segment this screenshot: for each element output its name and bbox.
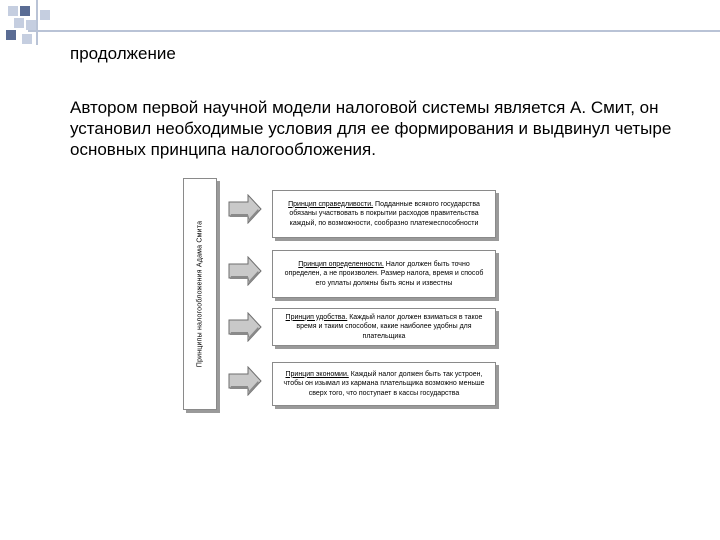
principle-title: Принцип определенности. (298, 260, 384, 268)
principles-side-panel (183, 178, 217, 410)
principle-box-convenience (272, 308, 496, 346)
deco-square (20, 6, 30, 16)
arrow-icon (228, 194, 262, 224)
intro-text: Автором первой научной модели налоговой системы является А. Смит, он установил необходимые условия для ее формирования и выдвинул четыре основных принципа налогообложения. (70, 98, 672, 159)
principle-title: Принцип удобства. (285, 313, 348, 321)
arrow-icon (228, 366, 262, 396)
side-panel-label: Принципы налогообложения Адама Смита (196, 220, 204, 368)
arrow-icon (228, 256, 262, 286)
deco-square (22, 34, 32, 44)
principle-text: Подданные всякого государства обязаны участвовать в покрытии расходов правительства каждый, по возможности, сообразно платежеспособности (289, 200, 480, 227)
header-vertical-rule (36, 0, 38, 45)
principle-title: Принцип экономии. (285, 370, 349, 378)
deco-square (14, 18, 24, 28)
principle-box-economy (272, 362, 496, 406)
arrow-icon (228, 312, 262, 342)
principle-box-certainty (272, 250, 496, 298)
principle-box-fairness (272, 190, 496, 238)
deco-square (40, 10, 50, 20)
principle-text: Каждый налог должен взиматься в такое время и таким способом, какие наиболее удобны для плательщика (296, 313, 483, 340)
deco-square (8, 6, 18, 16)
deco-square (6, 30, 16, 40)
deco-square (26, 20, 36, 30)
principle-title: Принцип справедливости. (288, 200, 374, 208)
principle-text: Налог должен быть точно определен, а не произволен. Размер налога, время и способ его уплаты должны быть ясны и известны (284, 260, 484, 287)
header-rule (28, 30, 720, 32)
principle-text: Каждый налог должен быть так устроен, чтобы он изымал из кармана плательщика возможно меньше сверх того, что поступает в кассы государства (283, 370, 485, 397)
slide-subtitle: продолжение (70, 44, 176, 63)
